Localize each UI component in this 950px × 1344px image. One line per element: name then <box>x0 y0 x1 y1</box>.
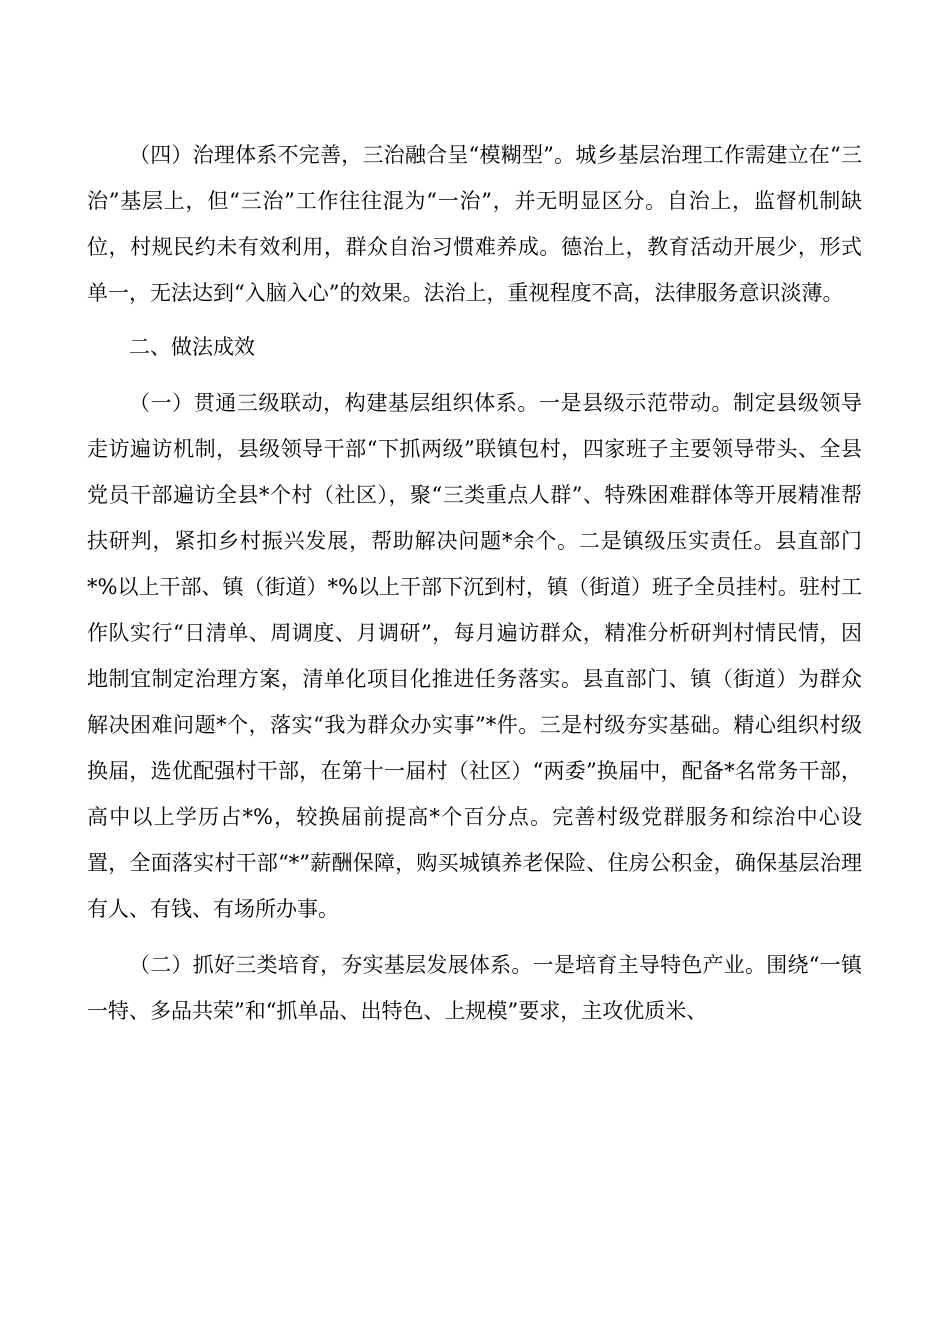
paragraph-three-cultivations: （二）抓好三类培育，夯实基层发展体系。一是培育主导特色产业。围绕“一镇一特、多品共荣”和“抓单品、出特色、上规模”要求，主攻优质米、 <box>87 953 862 1023</box>
paragraph-three-level-linkage: （一）贯通三级联动，构建基层组织体系。一是县级示范带动。制定县级领导走访遍访机制，县级领导干部“下抓两级”联镇包村，四家班子主要领导带头、全县党员干部遍访全县*个村（社区），聚“三类重点人群”、特殊困难群体等开展精准帮扶研判，紧扣乡村振兴发展，帮助解决问题*余个。二是镇级压实责任。县直部门*%以上干部、镇（街道）*%以上干部下沉到村，镇（街道）班子全员挂村。驻村工作队实行“日清单、周调度、月调研”，每月遍访群众，精准分析研判村情民情，因地制宜制定治理方案，清单化项目化推进任务落实。县直部门、镇（街道）为群众解决困难问题*个，落实“我为群众办实事”*件。三是村级夯实基础。精心组织村级换届，选优配强村干部，在第十一届村（社区）“两委”换届中，配备*名常务干部，高中以上学历占*%，较换届前提高*个百分点。完善村级党群服务和综治中心设置，全面落实村干部“*”薪酬保障，购买城镇养老保险、住房公积金，确保基层治理有人、有钱、有场所办事。 <box>87 391 862 921</box>
section-heading-practices-results: 二、做法成效 <box>129 335 255 359</box>
paragraph-governance-system: （四）治理体系不完善，三治融合呈“模糊型”。城乡基层治理工作需建立在“三治”基层上，但“三治”工作往往混为“一治”，并无明显区分。自治上，监督机制缺位，村规民约未有效利用，群众自治习惯难养成。德治上，教育活动开展少，形式单一，无法达到“入脑入心”的效果。法治上，重视程度不高，法律服务意识淡薄。 <box>87 143 862 305</box>
document-body <box>87 132 862 1034</box>
